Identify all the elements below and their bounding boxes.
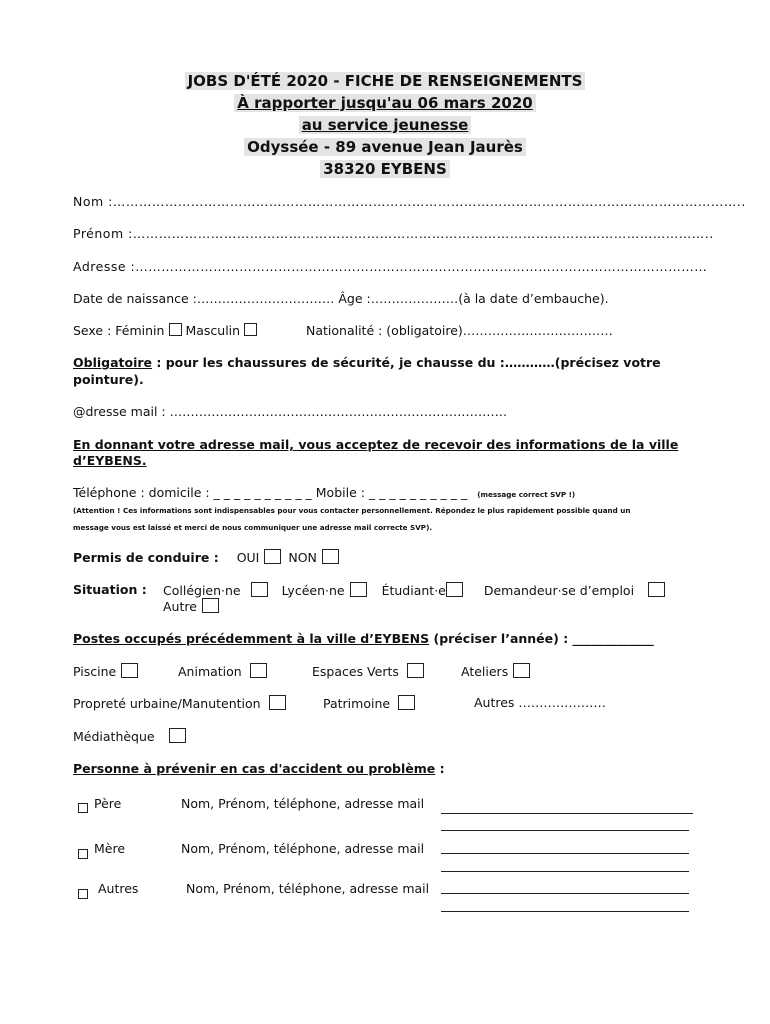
college-checkbox[interactable] [251, 582, 268, 597]
espaces-verts-option [312, 663, 427, 679]
autre-checkbox[interactable] [202, 598, 219, 613]
autres-info-label: Nom, Prénom, téléphone, adresse mail [186, 881, 430, 896]
demandeur-label: Demandeur·se d’emploi [483, 583, 635, 598]
email-field[interactable]: @dresse mail : ……………………………………………………………………… [73, 404, 508, 419]
autres-postes-field[interactable]: Autres ………………… [474, 695, 606, 710]
autre-label: Autre [163, 599, 197, 614]
date-naissance-field[interactable]: Date de naissance :…………………………… Âge :…………………(à la date d’embauche). [73, 291, 609, 306]
lycee-label: Lycéen·ne [281, 583, 345, 598]
header-title: JOBS D'ÉTÉ 2020 - FICHE DE RENSEIGNEMENTS [185, 72, 586, 90]
attention-note-1: (Attention ! Ces informations sont indispensables pour vous contacter personnellement. Répondez le plus rapidement possible quand un [73, 506, 631, 515]
mere-label: Mère [94, 841, 126, 856]
mere-box[interactable] [78, 849, 88, 859]
telephone-field[interactable]: Téléphone : domicile : _ _ _ _ _ _ _ _ _ _ Mobile : _ _ _ _ _ _ _ _ _ _ [73, 485, 468, 500]
situation-label: Situation : [73, 582, 147, 597]
permis-oui-checkbox[interactable] [264, 549, 281, 564]
email-consent-1: En donnant votre adresse mail, vous acceptez de recevoir des informations de la ville [73, 437, 679, 452]
adresse-field[interactable]: Adresse :…………………………………………………………………………………………………………………… [73, 259, 708, 274]
autres-line-2[interactable] [441, 911, 689, 912]
masculin-checkbox[interactable] [244, 323, 257, 336]
patrimoine-checkbox[interactable] [398, 695, 415, 710]
mediatheque-option [73, 728, 189, 744]
autres-checkbox[interactable] [78, 886, 88, 901]
mere-line-1[interactable] [441, 853, 689, 854]
postes-title [73, 631, 654, 646]
sexe-label: Sexe : Féminin [73, 323, 165, 338]
autre-row [163, 598, 222, 614]
patrimoine-option [323, 695, 418, 711]
piscine-option [73, 663, 141, 679]
contact-title [73, 761, 445, 776]
pere-info-label: Nom, Prénom, téléphone, adresse mail [181, 796, 425, 811]
etudiant-checkbox[interactable] [446, 582, 463, 597]
proprete-option [73, 695, 289, 711]
pointure-field[interactable]: : pour les chaussures de sécurité, je chausse du :…………(précisez votre [152, 355, 661, 370]
espaces-verts-checkbox[interactable] [407, 663, 424, 678]
animation-option [178, 663, 270, 679]
mere-checkbox[interactable] [78, 846, 88, 861]
permis-non-label: NON [288, 550, 317, 565]
etudiant-label: Étudiant·e [381, 583, 446, 598]
ateliers-option [461, 663, 533, 679]
autres-contact-label: Autres [98, 881, 139, 896]
nom-field[interactable]: Nom :……………………………………………………………………………………………………………………………….. [73, 194, 746, 209]
header-address: Odyssée - 89 avenue Jean Jaurès [244, 138, 526, 156]
nationalite-field[interactable]: Nationalité : (obligatoire)……………………………… [306, 323, 613, 338]
animation-label: Animation [178, 664, 242, 679]
pere-line-2[interactable] [441, 830, 689, 831]
proprete-label: Propreté urbaine/Manutention [73, 696, 261, 711]
telephone-row [73, 485, 575, 500]
pere-checkbox[interactable] [78, 800, 88, 815]
ateliers-checkbox[interactable] [513, 663, 530, 678]
college-label: Collégien·ne [163, 583, 241, 598]
animation-checkbox[interactable] [250, 663, 267, 678]
header-deadline: À rapporter jusqu'au 06 mars 2020 [234, 94, 535, 112]
prenom-field[interactable]: Prénom :…………………………………………………………………………………………………………………….. [73, 226, 714, 241]
mere-info-label: Nom, Prénom, téléphone, adresse mail [181, 841, 425, 856]
attention-note-2: message vous est laissé et merci de nous communiquer une adresse mail correcte SVP). [73, 523, 433, 532]
mediatheque-label: Médiathèque [73, 729, 155, 744]
postes-title-label: Postes occupés précédemment à la ville d’EYBENS [73, 631, 430, 646]
espaces-verts-label: Espaces Verts [312, 664, 399, 679]
sexe-row [73, 323, 260, 338]
permis-label: Permis de conduire : [73, 550, 219, 565]
contact-title-suffix: : [435, 761, 445, 776]
demandeur-checkbox[interactable] [648, 582, 665, 597]
permis-non-checkbox[interactable] [322, 549, 339, 564]
message-note: (message correct SVP !) [477, 490, 576, 499]
autres-box[interactable] [78, 889, 88, 899]
permis-row [73, 549, 342, 565]
autres-line-1[interactable] [441, 893, 689, 894]
pere-box[interactable] [78, 803, 88, 813]
patrimoine-label: Patrimoine [323, 696, 391, 711]
piscine-checkbox[interactable] [121, 663, 138, 678]
pere-label: Père [94, 796, 122, 811]
form-header [0, 70, 770, 180]
header-city: 38320 EYBENS [320, 160, 450, 178]
permis-oui-label: OUI [236, 550, 260, 565]
situation-options [163, 582, 668, 598]
postes-annee-field[interactable]: (préciser l’année) : _____________ [429, 631, 654, 646]
obligatoire-label: Obligatoire [73, 355, 153, 370]
header-service: au service jeunesse [299, 116, 472, 134]
pointure-line-2: pointure). [73, 372, 144, 387]
contact-title-label: Personne à prévenir en cas d'accident ou problème [73, 761, 436, 776]
mere-line-2[interactable] [441, 871, 689, 872]
pere-line-1[interactable] [441, 813, 693, 814]
proprete-checkbox[interactable] [269, 695, 286, 710]
ateliers-label: Ateliers [461, 664, 509, 679]
piscine-label: Piscine [73, 664, 117, 679]
pointure-line [73, 355, 661, 370]
mediatheque-checkbox[interactable] [169, 728, 186, 743]
lycee-checkbox[interactable] [350, 582, 367, 597]
feminin-checkbox[interactable] [169, 323, 182, 336]
email-consent-2: d’EYBENS. [73, 453, 147, 468]
masculin-label: Masculin [185, 323, 241, 338]
